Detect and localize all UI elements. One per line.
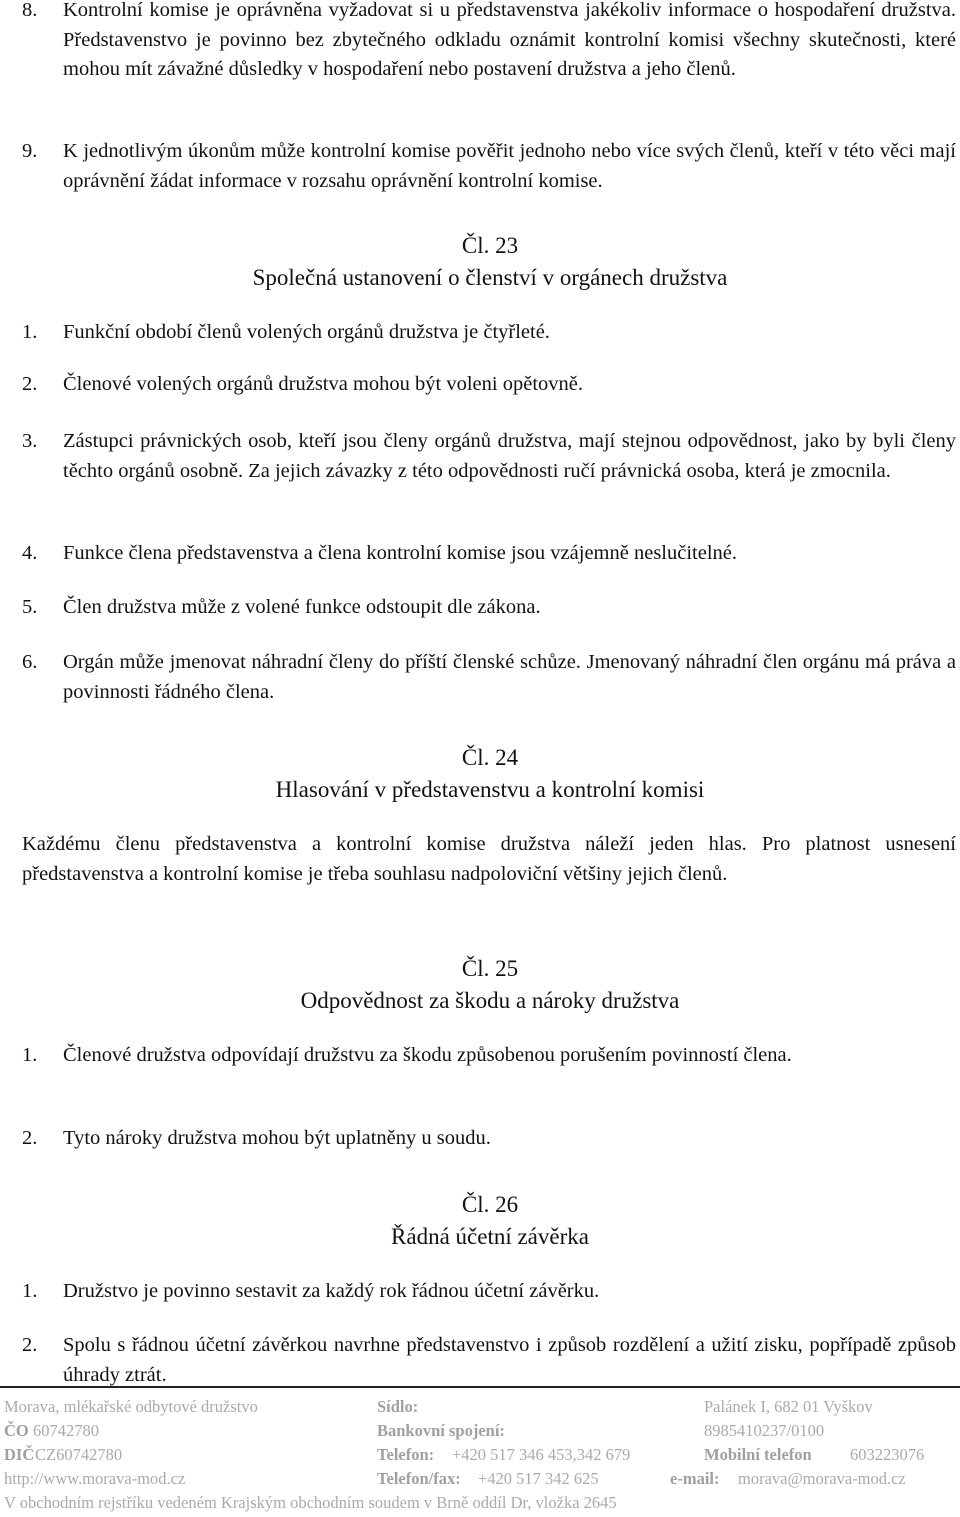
item-number: 1. <box>22 1044 38 1066</box>
seat-label: Sídlo: <box>377 1397 419 1416</box>
article-26-item-2 <box>22 1331 956 1390</box>
item-number: 2. <box>22 1127 38 1149</box>
item-text: Funkční období členů volených orgánů družstva je čtyřleté. <box>63 321 550 343</box>
ico-value: 60742780 <box>33 1421 99 1440</box>
item-number: 2. <box>22 373 38 395</box>
article-23-number: Čl. 23 <box>461 233 519 258</box>
article-23-item-1 <box>22 318 956 348</box>
article-23-item-3 <box>22 427 956 486</box>
item-number: 2. <box>22 1334 38 1356</box>
article-23-item-4 <box>22 539 956 569</box>
bank-label: Bankovní spojení: <box>377 1421 505 1440</box>
email-label: e-mail: <box>670 1469 720 1488</box>
article-23-title: Společná ustanovení o členství v orgánech družstva <box>252 265 728 290</box>
footer-divider <box>0 1386 960 1388</box>
footer-row-4 <box>4 1469 960 1491</box>
article-26-number: Čl. 26 <box>461 1192 519 1217</box>
fax-value: +420 517 342 625 <box>478 1469 599 1488</box>
item-text: Člen družstva může z volené funkce odstoupit dle zákona. <box>63 596 541 618</box>
item-number: 3. <box>22 430 38 452</box>
item-text: Spolu s řádnou účetní závěrkou navrhne představenstvo i způsob rozdělení a užití zisku, popřípadě způsob úhrady ztrát. <box>63 1334 956 1386</box>
paragraph-text: Kontrolní komise je oprávněna vyžadovat si u představenstva jakékoliv informace o hospodaření družstva. Představenstvo je povinno bez zbytečného odkladu oznámit kontrolní komisi všechny skutečnosti, které mohou mít závažné důsledky v hospodaření nebo postavení družstva a jeho členů. <box>63 0 956 80</box>
article-23-item-5 <box>22 593 956 623</box>
item-text: Členové volených orgánů družstva mohou být voleni opětovně. <box>63 373 583 395</box>
item-text: Funkce člena představenstva a člena kontrolní komise jsou vzájemně neslučitelné. <box>63 542 737 564</box>
article-25-title: Odpovědnost za škodu a nároky družstva <box>300 988 680 1013</box>
paragraph-number: 8. <box>22 0 38 21</box>
article-24-number: Čl. 24 <box>461 745 519 770</box>
company-name: Morava, mlékařské odbytové družstvo <box>4 1397 258 1416</box>
website-link[interactable]: http://www.morava-mod.cz <box>4 1469 186 1488</box>
email-link[interactable]: morava@morava-mod.cz <box>738 1469 906 1488</box>
item-number: 1. <box>22 1280 38 1302</box>
item-text: Orgán může jmenovat náhradní členy do příští členské schůze. Jmenovaný náhradní člen orgánu má práva a povinnosti řádného člena. <box>63 651 956 703</box>
item-number: 6. <box>22 651 38 673</box>
phone-value: +420 517 346 453,342 679 <box>452 1445 631 1464</box>
article-25-item-2 <box>22 1124 956 1154</box>
ico-label: ČO <box>4 1421 29 1440</box>
footer-row-1 <box>4 1397 960 1419</box>
article-25-item-1 <box>22 1041 956 1071</box>
item-text: Tyto nároky družstva mohou být uplatněny u soudu. <box>63 1127 491 1149</box>
footer-row-5 <box>4 1493 960 1515</box>
item-number: 4. <box>22 542 38 564</box>
paragraph-text: K jednotlivým úkonům může kontrolní komise pověřit jednoho nebo více svých členů, kteří v této věci mají oprávnění žádat informace v rozsahu oprávnění kontrolní komise. <box>63 140 956 192</box>
article-23-item-2 <box>22 370 956 400</box>
item-text: Družstvo je povinno sestavit za každý rok řádnou účetní závěrku. <box>63 1280 600 1302</box>
article-25-number: Čl. 25 <box>461 956 519 981</box>
item-number: 1. <box>22 321 38 343</box>
fax-label: Telefon/fax: <box>377 1469 461 1488</box>
article-24-title: Hlasování v představenstvu a kontrolní komisi <box>275 777 705 802</box>
paragraph-8 <box>22 0 956 85</box>
footer-row-2 <box>4 1421 960 1443</box>
seat-value: Palánek I, 682 01 Vyškov <box>704 1397 873 1416</box>
footer-row-3 <box>4 1445 960 1467</box>
mobile-value: 603223076 <box>850 1445 925 1464</box>
phone-label: Telefon: <box>377 1445 435 1464</box>
article-26-item-1 <box>22 1277 956 1307</box>
item-number: 5. <box>22 596 38 618</box>
bank-value: 8985410237/0100 <box>704 1421 825 1440</box>
article-24-text: Každému členu představenstva a kontrolní komise družstva náleží jeden hlas. Pro platnost usnesení představenstva a kontrolní komise je třeba souhlasu nadpoloviční většiny jejich členů. <box>22 833 956 885</box>
item-text: Členové družstva odpovídají družstvu za škodu způsobenou porušením povinností člena. <box>63 1044 792 1066</box>
dic-value: CZ60742780 <box>35 1445 123 1464</box>
mobile-label: Mobilní telefon <box>704 1445 812 1464</box>
item-text: Zástupci právnických osob, kteří jsou členy orgánů družstva, mají stejnou odpovědnost, jako by byli členy těchto orgánů osobně. Za jejich závazky z této odpovědnosti ručí právnická osoba, která je zmocnila. <box>63 430 956 482</box>
dic-label: DIČ <box>4 1445 35 1464</box>
article-26-title: Řádná účetní závěrka <box>391 1224 589 1249</box>
registry-note: V obchodním rejstříku vedeném Krajským obchodním soudem v Brně oddíl Dr, vložka 2645 <box>4 1493 617 1512</box>
article-23-item-6 <box>22 648 956 707</box>
paragraph-number: 9. <box>22 140 38 162</box>
paragraph-9 <box>22 137 956 196</box>
